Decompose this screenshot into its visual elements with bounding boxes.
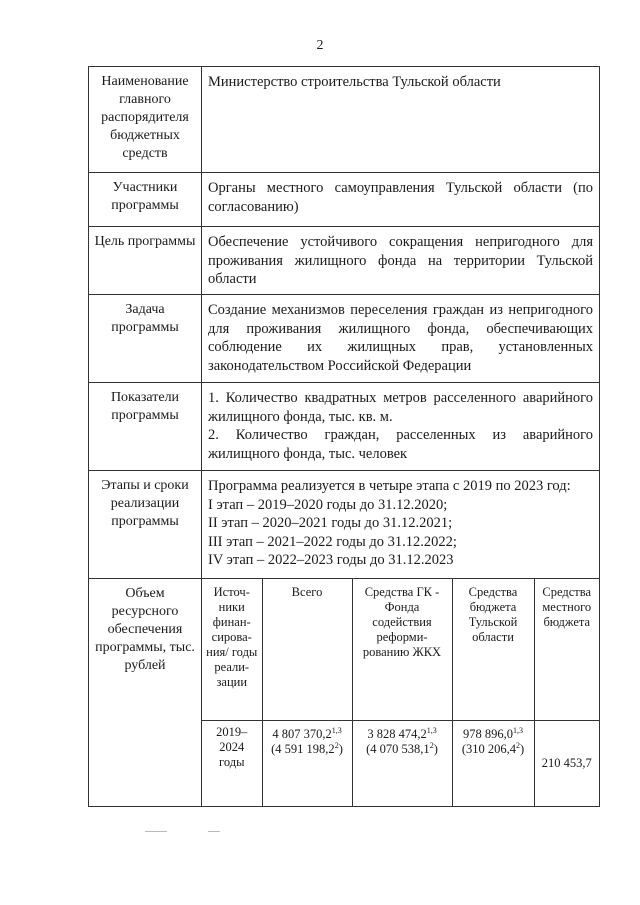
value-line: II этап – 2020–2021 годы до 31.12.2021; <box>208 515 453 531</box>
funding-fund <box>352 720 452 806</box>
funding-local: 210 453,7 <box>534 720 599 806</box>
value-line: 1. Количество квадратных метров расселенного аварийного жилищного фонда, тыс. кв. м. <box>208 390 593 425</box>
funding-header-regional: Средства бюджета Тульской области <box>452 579 534 720</box>
funding-table <box>202 579 599 806</box>
funding-header-total: Всего <box>262 579 352 720</box>
footnote-mark: 2 <box>516 740 520 750</box>
funding-regional <box>452 720 534 806</box>
value-line: Создание механизмов переселения граждан из непригодного для проживания жилищного фонда, обеспечивающих соблюдение их жилищных прав, установленных законодательством Российской Федерации <box>208 302 593 374</box>
value-line: Органы местного самоуправления Тульской области (по согласованию) <box>208 180 593 215</box>
row-value-participants <box>202 173 600 227</box>
scan-mark <box>145 831 167 832</box>
program-passport-table <box>88 66 600 807</box>
paren-close: ) <box>520 741 525 756</box>
scan-mark <box>208 831 220 832</box>
fund-main: 3 828 474,2 <box>367 726 427 741</box>
row-value-stages <box>202 471 600 579</box>
paren-close: ) <box>338 741 343 756</box>
row-label-budget-manager: Наименование главного распорядителя бюджетных средств <box>89 67 202 173</box>
value-line: 2. Количество граждан, расселенных из аварийного жилищного фонда, тыс. человек <box>208 427 593 462</box>
funding-header-row <box>202 579 599 720</box>
funding-header-sources: Источ-ники финан-сирова-ния/ годы реали-зации <box>202 579 262 720</box>
footnote-mark: 1,3 <box>331 725 342 735</box>
footnote-mark: 1,3 <box>426 725 437 735</box>
row-label-indicators: Показатели программы <box>89 383 202 471</box>
table-row <box>89 67 600 173</box>
fund-paren: (4 070 538,1 <box>366 741 430 756</box>
funding-header-local: Средства местного бюджета <box>534 579 599 720</box>
value-line: IV этап – 2022–2023 годы до 31.12.2023 <box>208 552 454 568</box>
total-main: 4 807 370,2 <box>272 726 332 741</box>
row-value-indicators <box>202 383 600 471</box>
table-row <box>89 173 600 227</box>
funding-cell <box>202 579 600 807</box>
table-row <box>89 227 600 295</box>
table-row <box>89 579 600 807</box>
value-line: I этап – 2019–2020 годы до 31.12.2020; <box>208 496 448 513</box>
funding-data-row <box>202 720 599 806</box>
table-row <box>89 471 600 579</box>
row-value-goal <box>202 227 600 295</box>
value-line: III этап – 2021–2022 годы до 31.12.2022; <box>208 533 457 550</box>
table-row <box>89 383 600 471</box>
value-line: Обеспечение устойчивого сокращения непригодного для проживания жилищного фонда на территории Тульской области <box>208 234 593 287</box>
table-row <box>89 295 600 383</box>
value-line: Министерство строительства Тульской области <box>208 74 501 90</box>
row-label-participants: Участники программы <box>89 173 202 227</box>
row-value-budget-manager <box>202 67 600 173</box>
paren-close: ) <box>433 741 438 756</box>
page-number: 2 <box>316 38 324 53</box>
funding-header-fund: Средства ГК - Фонда содействия реформи-рованию ЖКХ <box>352 579 452 720</box>
row-label-funding: Объем ресурсного обеспечения программы, тыс. рублей <box>89 579 202 807</box>
total-paren: (4 591 198,2 <box>271 741 335 756</box>
regional-main: 978 896,0 <box>463 726 513 741</box>
row-label-stages: Этапы и сроки реализации программы <box>89 471 202 579</box>
footnote-mark: 1,3 <box>513 725 523 735</box>
funding-total <box>262 720 352 806</box>
funding-years: 2019–2024 годы <box>202 720 262 806</box>
row-label-goal: Цель программы <box>89 227 202 295</box>
value-line: Программа реализуется в четыре этапа с 2019 по 2023 год: <box>208 478 571 494</box>
footnote-mark: 2 <box>334 740 339 750</box>
row-label-task: Задача программы <box>89 295 202 383</box>
row-value-task <box>202 295 600 383</box>
regional-paren: (310 206,4 <box>461 741 516 756</box>
footnote-mark: 2 <box>429 740 434 750</box>
